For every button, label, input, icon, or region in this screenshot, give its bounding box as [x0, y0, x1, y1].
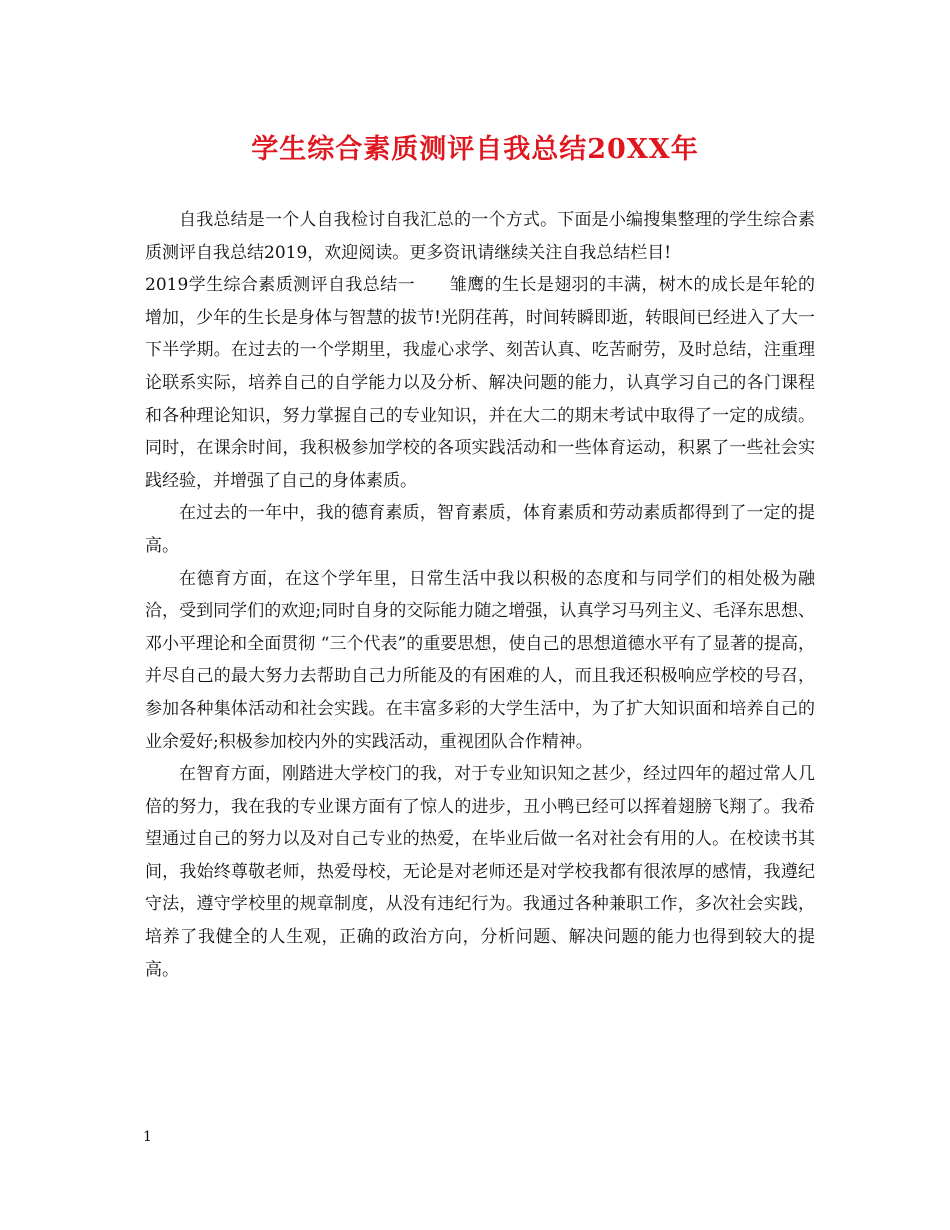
paragraph-summary-one: 2019学生综合素质测评自我总结一 雏鹰的生长是翅羽的丰满，树木的成长是年轮的增加，少年的生长是身体与智慧的拔节!光阴荏苒，时间转瞬即逝，转眼间已经进入了大一下半学期。在过去的一个学期里，我虚心求学、刻苦认真、吃苦耐劳，及时总结，注重理论联系实际，培养自己的自学能力以及分析、解决问题的能力，认真学习自己的各门课程和各种理论知识，努力掌握自己的专业知识，并在大二的期末考试中取得了一定的成绩。同时，在课余时间，我积极参加学校的各项实践活动和一些体育运动，积累了一些社会实践经验，并增强了自己的身体素质。	[145, 275, 815, 491]
paragraph-intellectual-education: 在智育方面，刚踏进大学校门的我，对于专业知识知之甚少，经过四年的超过常人几倍的努力，我在我的专业课方面有了惊人的进步，丑小鸭已经可以挥着翅膀飞翔了。我希望通过自己的努力以及对自己专业的热爱，在毕业后做一名对社会有用的人。在校读书其间，我始终尊敬老师，热爱母校，无论是对老师还是对学校我都有很浓厚的感情，我遵纪守法，遵守学校里的规章制度，从没有违纪行为。我通过各种兼职工作，多次社会实践，培养了我健全的人生观，正确的政治方向，分析问题、解决问题的能力也得到较大的提高。	[145, 764, 815, 980]
paragraph-overall: 在过去的一年中，我的德育素质，智育素质，体育素质和劳动素质都得到了一定的提高。	[145, 503, 815, 556]
document-body	[145, 204, 815, 986]
paragraph-intro: 自我总结是一个人自我检讨自我汇总的一个方式。下面是小编搜集整理的学生综合素质测评自我总结2019，欢迎阅读。更多资讯请继续关注自我总结栏目!	[145, 210, 815, 263]
document-title: 学生综合素质测评自我总结20XX年	[251, 134, 699, 165]
page-number: 1	[143, 1129, 152, 1145]
paragraph-moral-education: 在德育方面，在这个学年里，日常生活中我以积极的态度和与同学们的相处极为融洽，受到同学们的欢迎;同时自身的交际能力随之增强，认真学习马列主义、毛泽东思想、邓小平理论和全面贯彻 “三个代表”的重要思想，使自己的思想道德水平有了显著的提高，并尽自己的最大努力去帮助自己力所能及的有困难的人，而且我还积极响应学校的号召，参加各种集体活动和社会实践。在丰富多彩的大学生活中，为了扩大知识面和培养自己的业余爱好;积极参加校内外的实践活动，重视团队合作精神。	[145, 568, 815, 752]
